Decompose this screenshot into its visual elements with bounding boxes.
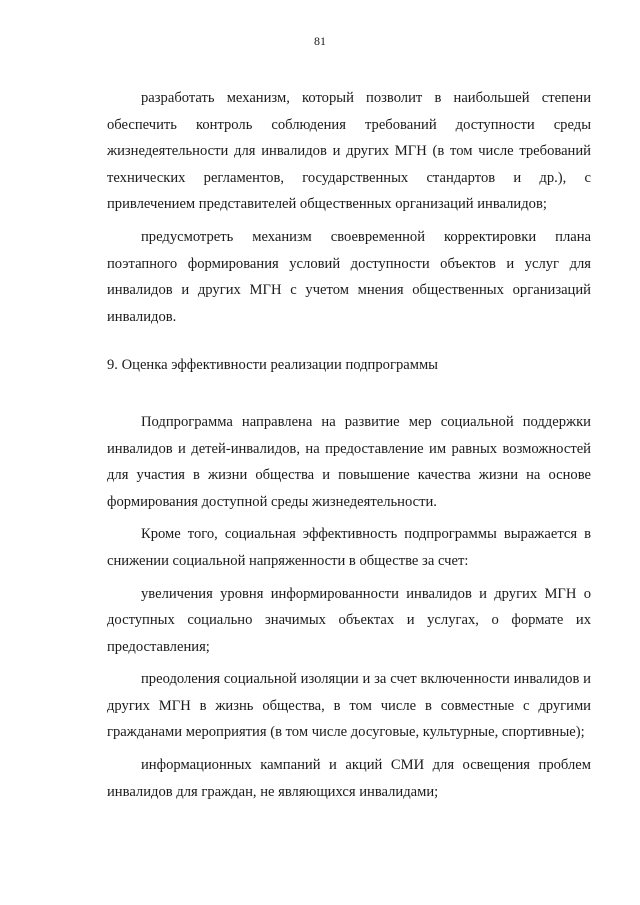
section-heading: 9. Оценка эффективности реализации подпрограммы (107, 357, 438, 374)
paragraph-subprogram-goal: Подпрограмма направлена на развитие мер социальной поддержки инвалидов и детей-инвалидов, на предоставление им равных возможностей для участия в жизни общества и повышение качества жизни на основе формирования доступной среды жизнедеятельности. (107, 413, 591, 510)
paragraph-mechanism-correction: предусмотреть механизм своевременной корректировки плана поэтапного формирования условий доступности объектов и услуг для инвалидов и других МГН с учетом мнения общественных организаций инвалидов. (107, 228, 591, 325)
paragraph-isolation: преодоления социальной изоляции и за счет включенности инвалидов и других МГН в жизнь общества, в том числе в совместные с другими гражданами мероприятия (в том числе досуговые, культурные, спортивные); (107, 671, 591, 741)
page-number: 81 (314, 34, 326, 48)
paragraph-awareness: увеличения уровня информированности инвалидов и других МГН о доступных социально значимых объектах и услугах, о формате их предоставления; (107, 585, 591, 655)
paragraph-social-efficiency: Кроме того, социальная эффективность подпрограммы выражается в снижении социальной напряженности в обществе за счет: (107, 526, 591, 569)
document-body (107, 85, 591, 811)
paragraph-mechanism-control: разработать механизм, который позволит в наибольшей степени обеспечить контроль соблюдения требований доступности среды жизнедеятельности для инвалидов и других МГН (в том числе требований технических регламентов, государственных стандартов и др.), с привлечением представителей общественных организаций инвалидов; (107, 90, 591, 213)
paragraph-media-campaigns: информационных кампаний и акций СМИ для освещения проблем инвалидов для граждан, не являющихся инвалидами; (107, 757, 591, 800)
